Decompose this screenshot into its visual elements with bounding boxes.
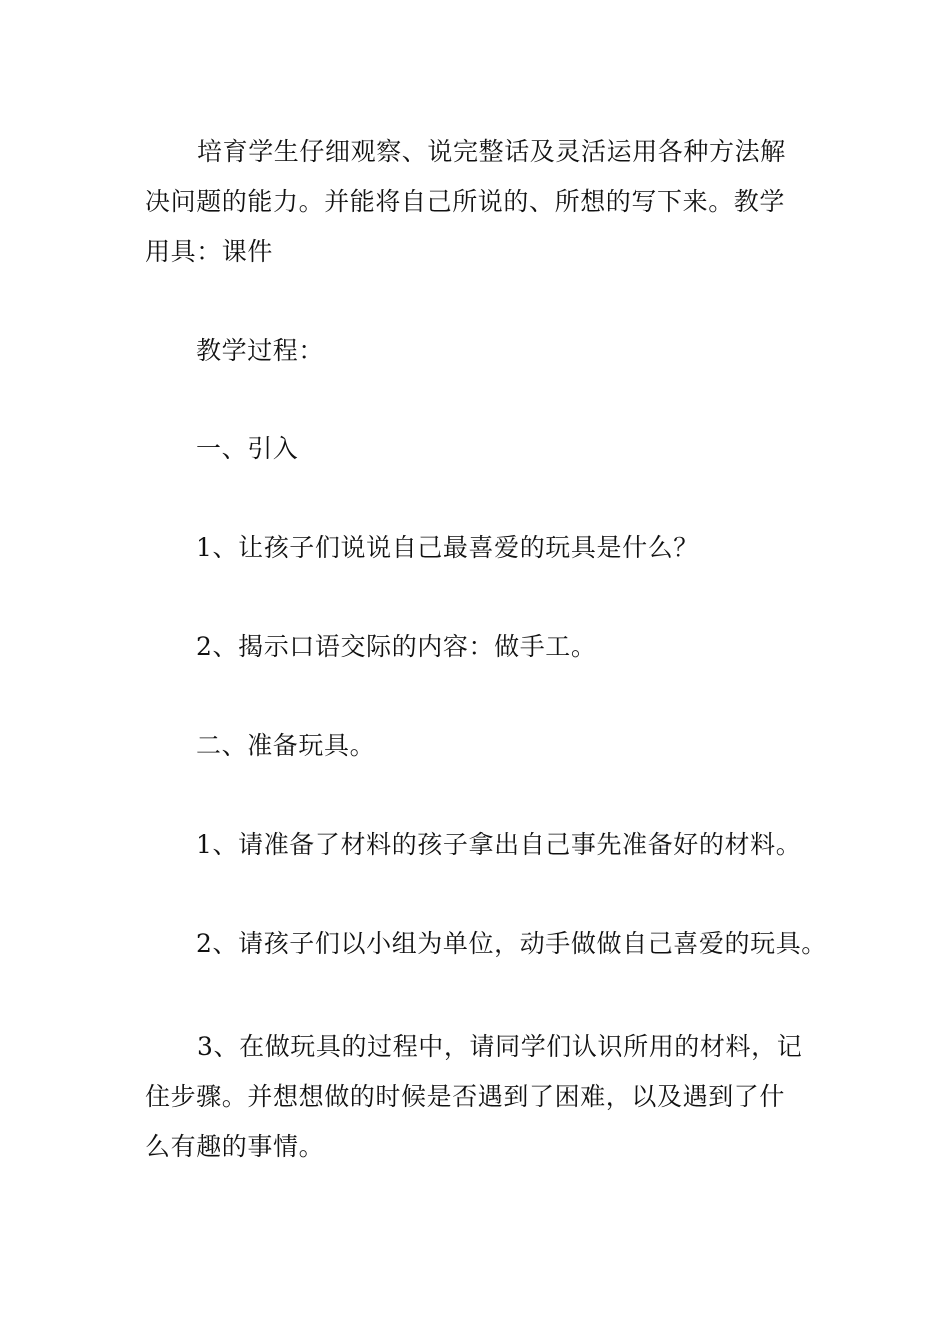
paragraph-objectives: 培育学生仔细观察、说完整话及灵活运用各种方法解决问题的能力。并能将自己所说的、所想的写下来。教学用具：课件 (145, 137, 786, 266)
list-item-2-3: 3、在做玩具的过程中，请同学们认识所用的材料，记住步骤。并想想做的时候是否遇到了困难，以及遇到了什么有趣的事情。 (145, 1032, 803, 1161)
list-item-1-2: 2、揭示口语交际的内容：做手工。 (196, 632, 597, 661)
list-item-1-1: 1、让孩子们说说自己最喜爱的玩具是什么？ (196, 533, 699, 562)
heading-section-2: 二、准备玩具。 (196, 731, 376, 760)
heading-teaching-process: 教学过程： (196, 336, 325, 365)
list-item-2-2: 2、请孩子们以小组为单位，动手做做自己喜爱的玩具。 (196, 929, 827, 958)
list-item-2-1: 1、请准备了材料的孩子拿出自己事先准备好的材料。 (196, 830, 802, 859)
heading-section-1: 一、引入 (196, 434, 299, 463)
